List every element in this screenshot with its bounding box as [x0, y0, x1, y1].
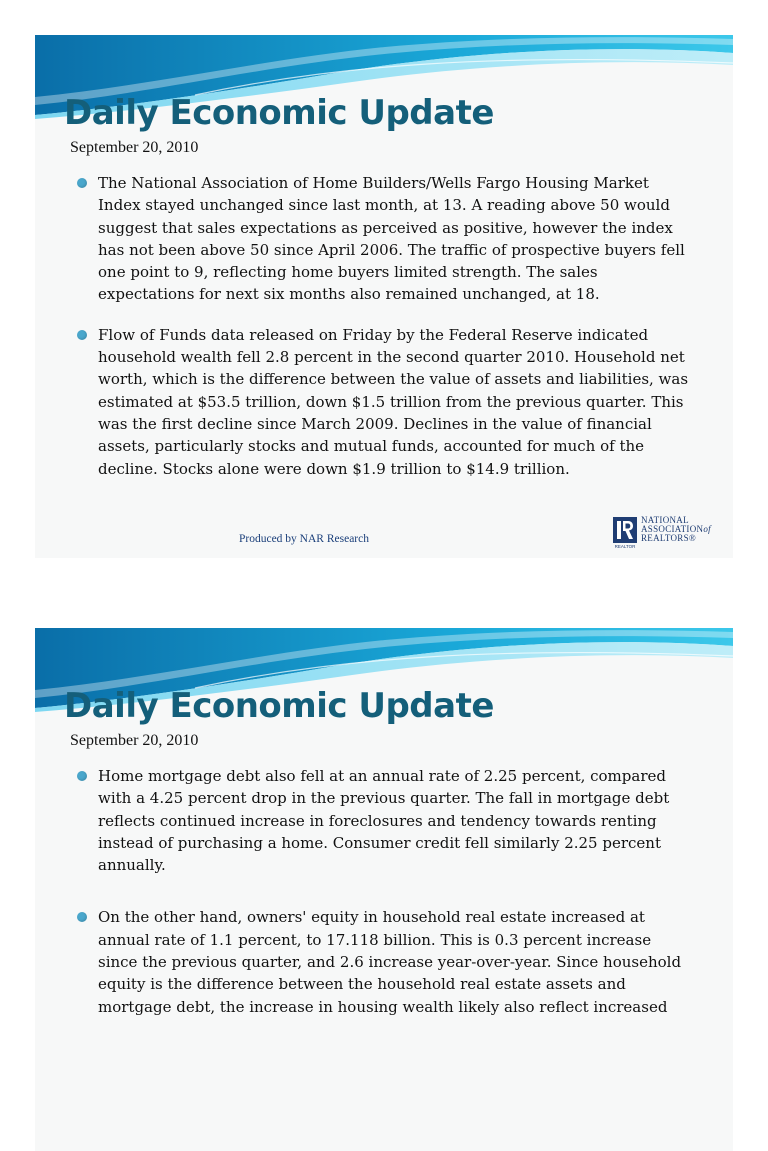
list-item	[35, 324, 690, 480]
bullet-list	[35, 765, 733, 1036]
list-item	[35, 172, 690, 306]
bullet-text: Home mortgage debt also fell at an annual rate of 2.25 percent, compared with a 4.25 percent drop in the previous quarter. The fall in mortgage debt reflects continued increase in foreclosures and tendency towards renting instead of purchasing a home. Consumer credit fell similarly 2.25 percent annually.	[98, 767, 670, 875]
logo-text: NATIONAL ASSOCIATIONof REALTORS®	[641, 515, 711, 543]
nar-logo	[611, 515, 731, 551]
slide-2	[35, 628, 733, 1151]
date: September 20, 2010	[70, 139, 199, 156]
bullet-text: On the other hand, owners' equity in household real estate increased at annual rate of 1.1 percent, to 17.118 billion. This is 0.3 percent increase since the previous quarter, and 2.6 increase year-over-year. Since household equity is the difference between the household real estate assets and mortgage debt, the increase in housing wealth likely also reflect increased	[98, 908, 682, 1016]
bullet-dot-icon	[77, 771, 87, 781]
logo-sub: REALTOR	[614, 544, 636, 549]
slide-1	[35, 35, 733, 558]
page-title: Daily Economic Update	[64, 93, 494, 133]
bullet-text: The National Association of Home Builders/Wells Fargo Housing Market Index stayed unchanged since last month, at 13. A reading above 50 would suggest that sales expectations as perceived as positive, however the index has not been above 50 since April 2006. The traffic of prospective buyers fell one point to 9, reflecting home buyers limited strength. The sales expectations for next six months also remained unchanged, at 18.	[98, 174, 685, 304]
list-item	[35, 906, 690, 1017]
bullet-dot-icon	[77, 912, 87, 922]
bullet-list	[35, 172, 733, 498]
list-item	[35, 765, 690, 876]
credit-footer: Produced by NAR Research	[239, 533, 369, 545]
date: September 20, 2010	[70, 732, 199, 749]
bullet-text: Flow of Funds data released on Friday by the Federal Reserve indicated household wealth fell 2.8 percent in the second quarter 2010. Household net worth, which is the difference between the value of assets and liabilities, was estimated at $53.5 trillion, down $1.5 trillion from the previous quarter. This was the first decline since March 2009. Declines in the value of financial assets, particularly stocks and mutual funds, accounted for much of the decline. Stocks alone were down $1.9 trillion to $14.9 trillion.	[98, 325, 689, 478]
page-title: Daily Economic Update	[64, 686, 494, 726]
bullet-dot-icon	[77, 178, 87, 188]
bullet-dot-icon	[77, 330, 87, 340]
